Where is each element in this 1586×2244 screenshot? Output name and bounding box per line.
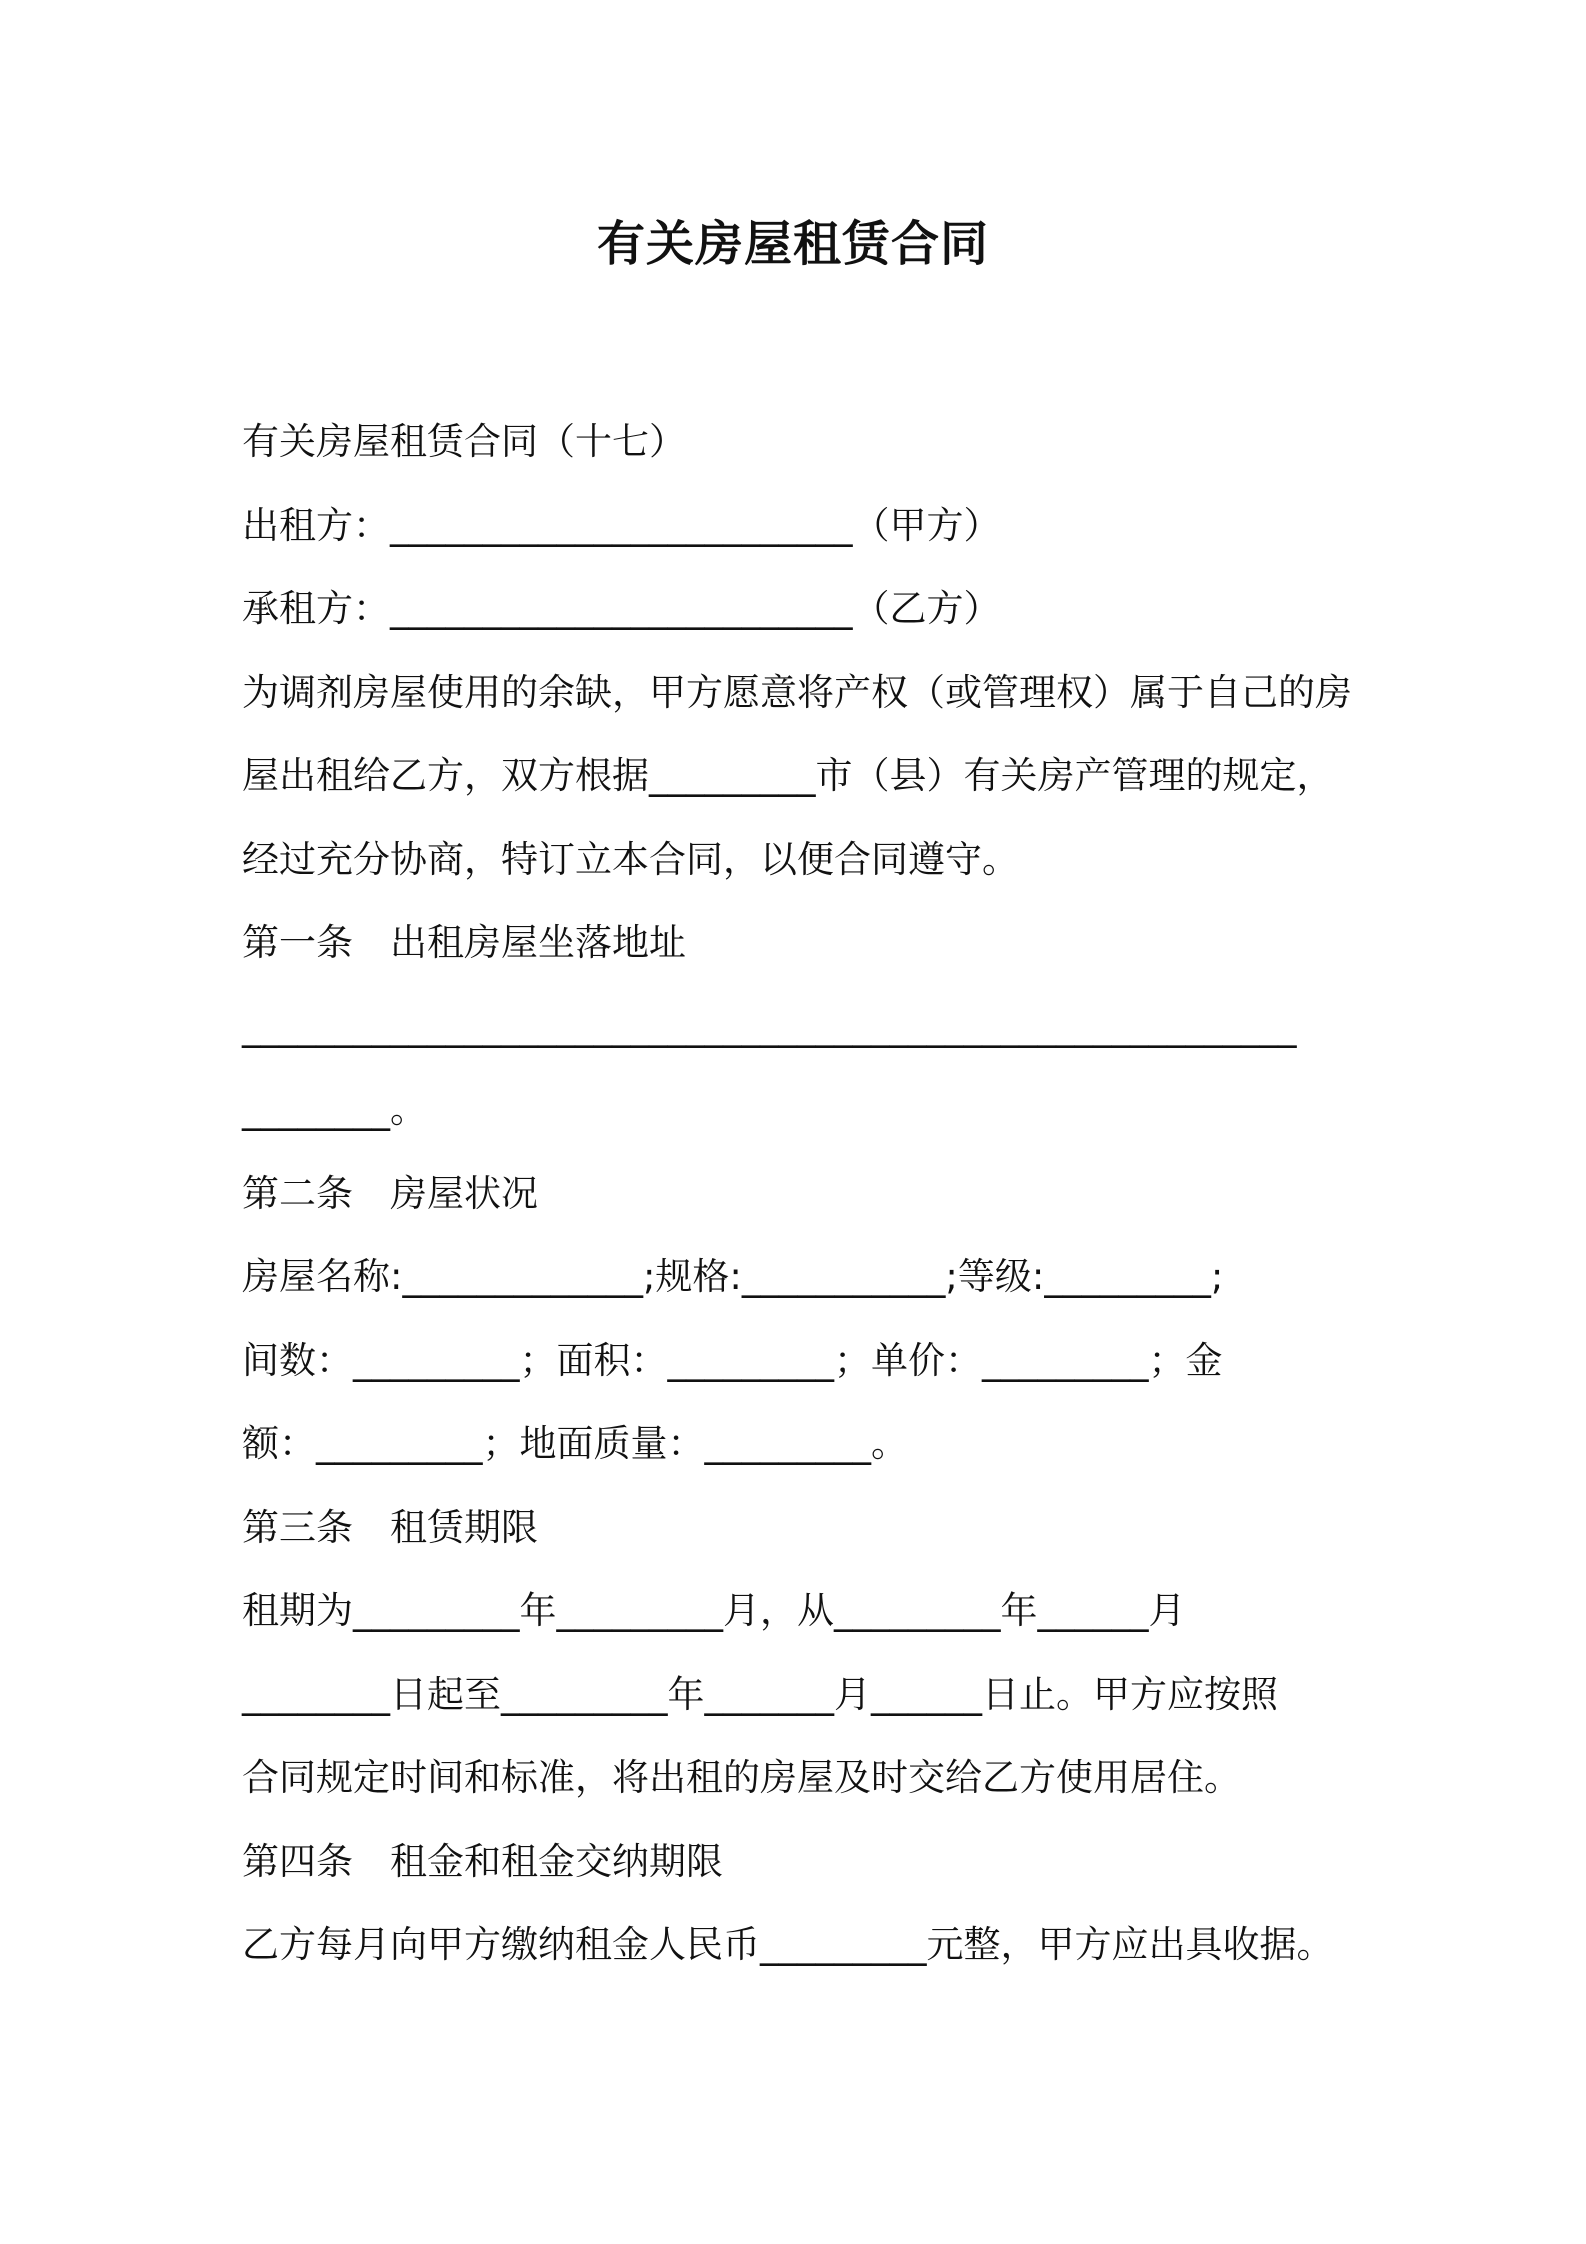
article-3-heading: 第三条 租赁期限 <box>242 1505 538 1549</box>
article-3-line-1: 租期为_________年_________月，从_________年______月 <box>242 1589 1186 1632</box>
article-2-line-1: 房屋名称:_____________;规格:___________;等级:_________; <box>242 1255 1224 1298</box>
lessor-line: 出租方：_________________________（甲方） <box>242 503 1001 547</box>
article-2-line-2: 间数：_________；面积：_________；单价：_________；金 <box>242 1338 1223 1382</box>
article-3-line-2: ________日起至_________年_______月______日止。甲方应按照 <box>242 1672 1278 1716</box>
article-1-heading: 第一条 出租房屋坐落地址 <box>242 921 686 964</box>
document-title: 有关房屋租赁合同 <box>596 216 989 272</box>
preamble-line-3: 经过充分协商，特订立本合同，以便合同遵守。 <box>242 837 1019 881</box>
article-1-address-line-2: ________。 <box>242 1088 427 1131</box>
article-1-address-line-1: _________________________________________________________ <box>242 1004 1297 1048</box>
article-2-heading: 第二条 房屋状况 <box>242 1171 538 1215</box>
preamble-line-2: 屋出租给乙方，双方根据_________市（县）有关房产管理的规定， <box>242 754 1334 797</box>
contract-subtitle: 有关房屋租赁合同（十七） <box>242 420 686 463</box>
article-4-heading: 第四条 租金和租金交纳期限 <box>242 1839 723 1883</box>
lessee-line: 承租方：_________________________（乙方） <box>242 587 1001 630</box>
article-2-line-3: 额：_________；地面质量：_________。 <box>242 1422 908 1465</box>
article-3-line-3: 合同规定时间和标准，将出租的房屋及时交给乙方使用居住。 <box>242 1756 1241 1799</box>
preamble-line-1: 为调剂房屋使用的余缺，甲方愿意将产权（或管理权）属于自己的房 <box>242 670 1352 714</box>
document-body <box>242 400 1362 1987</box>
article-4-line-1: 乙方每月向甲方缴纳租金人民币_________元整，甲方应出具收据。 <box>242 1923 1334 1966</box>
